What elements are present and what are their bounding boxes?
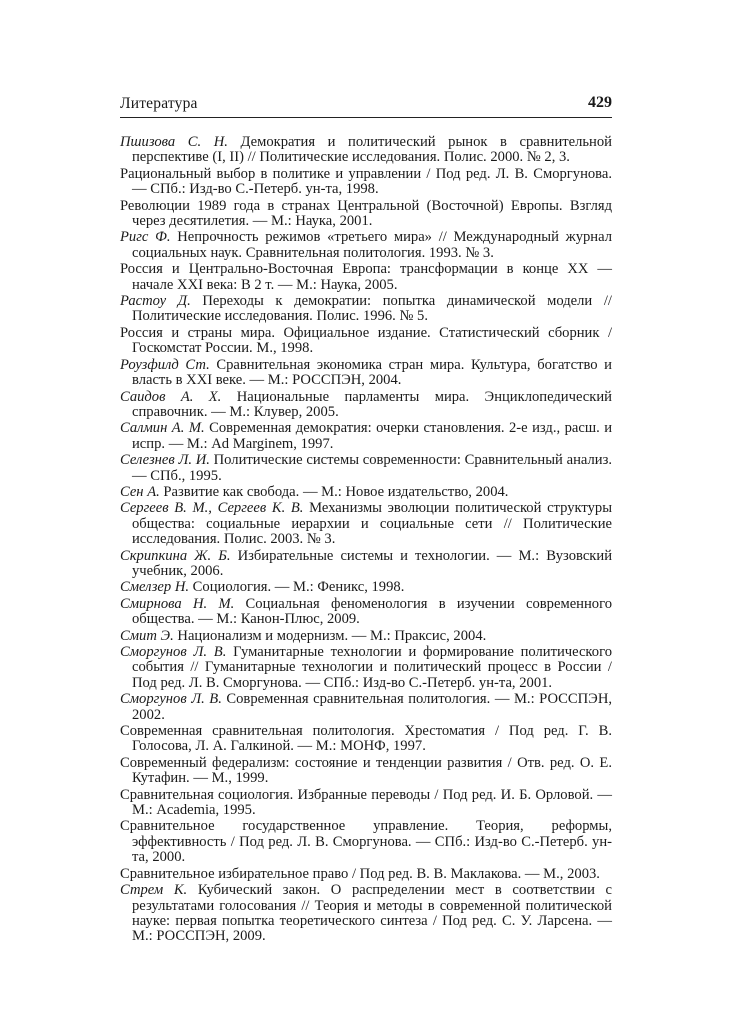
bibliography-entry (120, 819, 612, 865)
bibliography-entry (120, 597, 612, 628)
bibliography-entry (120, 629, 612, 644)
bibliography-entry (120, 867, 612, 882)
entry-text: Современная демократия: очерки становления. 2-е изд., расш. и испр. — М.: Ad Marginem, 1997. (132, 420, 613, 452)
bibliography-entry (120, 421, 612, 452)
bibliography-entry (120, 788, 612, 819)
entry-author: Сморгунов Л. В. (120, 691, 222, 708)
entry-text: Сравнительное государственное управление. Теория, реформы, эффективность / Под ред. Л. В. Сморгунова. — СПб.: Изд-во С.-Петерб. ун-та, 2000. (120, 818, 612, 866)
bibliography-entry (120, 756, 612, 787)
entry-text: Непрочность режимов «третьего мира» // Международный журнал социальных наук. Сравнительная политология. 1993. № 3. (132, 229, 612, 261)
entry-author: Сен А. (120, 483, 160, 500)
entry-text: Демократия и политический рынок в сравнительной перспективе (I, II) // Политические исследования. Полис. 2000. № 2, 3. (132, 134, 612, 166)
entry-text: Избирательные системы и технологии. — М.: Вузовский учебник, 2006. (132, 547, 613, 579)
bibliography-entry (120, 692, 612, 723)
entry-text: Революции 1989 года в странах Центральной (Восточной) Европы. Взгляд через десятилетия. — М.: Наука, 2001. (120, 197, 612, 230)
bibliography-entry (120, 167, 612, 198)
section-title: Литература (120, 95, 198, 112)
entry-author: Скрипкина Ж. Б. (120, 547, 231, 564)
page-number: 429 (588, 94, 612, 111)
bibliography-entry (120, 262, 612, 293)
bibliography-entry (120, 390, 612, 421)
bibliography-entry (120, 501, 612, 547)
entry-text: Современный федерализм: состояние и тенденции развития / Отв. ред. О. Е. Кутафин. — М., 1999. (120, 754, 612, 787)
entry-author: Стрем К. (120, 882, 188, 899)
entry-text: Сравнительная социология. Избранные переводы / Под ред. И. Б. Орловой. — М.: Academia, 1995. (120, 786, 612, 819)
bibliography-entry (120, 326, 612, 357)
entry-text: Современная сравнительная политология. — М.: РОССПЭН, 2002. (132, 691, 613, 723)
entry-text: Механизмы эволюции политической структуры общества: социальные иерархии и социальные сети // Политические исследования. Полис. 2003. № 3. (132, 500, 612, 548)
entry-text: Социальная феноменология в изучении современного общества. — М.: Канон-Плюс, 2009. (132, 595, 613, 628)
entry-author: Смит Э. (120, 627, 174, 644)
bibliography-entry (120, 883, 612, 945)
bibliography-entry (120, 358, 612, 389)
running-header (120, 93, 612, 118)
bibliography-entry (120, 724, 612, 755)
bibliography-list (120, 135, 612, 946)
entry-text: Сравнительная экономика стран мира. Культура, богатство и власть в XXI веке. — М.: РОССПЭН, 2004. (132, 356, 612, 389)
bibliography-entry (120, 549, 612, 580)
entry-author: Саидов А. Х. (120, 388, 222, 405)
entry-author: Ригс Ф. (120, 229, 171, 246)
entry-author: Пшизова С. Н. (120, 134, 228, 150)
entry-author: Селезнев Л. И. (120, 452, 210, 469)
entry-text: Рациональный выбор в политике и управлении / Под ред. Л. В. Сморгунова. — СПб.: Изд-во С.-Петерб. ун-та, 1998. (120, 165, 612, 198)
bibliography-entry (120, 645, 612, 691)
bibliography-entry (120, 199, 612, 230)
bibliography-entry (120, 580, 612, 595)
bibliography-entry (120, 230, 612, 261)
entry-author: Сергеев В. М., Сергеев К. В. (120, 500, 304, 517)
entry-text: Россия и страны мира. Официальное издание. Статистический сборник / Госкомстат России. М., 1998. (120, 324, 612, 357)
entry-text: Переходы к демократии: попытка динамической модели // Политические исследования. Полис. 1996. № 5. (132, 293, 612, 325)
entry-author: Салмин А. М. (120, 420, 205, 437)
bibliography-entry (120, 135, 612, 166)
entry-text: Сравнительное избирательное право / Под ред. В. В. Маклакова. — М., 2003. (120, 865, 600, 882)
entry-text: Современная сравнительная политология. Хрестоматия / Под ред. Г. В. Голосова, Л. А. Галкиной. — М.: МОНФ, 1997. (120, 723, 612, 755)
entry-author: Сморгунов Л. В. (120, 644, 227, 660)
bibliography-entry (120, 485, 612, 500)
entry-author: Роузфилд Ст. (120, 356, 210, 373)
entry-text: Социология. — М.: Феникс, 1998. (189, 579, 405, 596)
entry-author: Смирнова Н. М. (120, 595, 235, 612)
bibliography-entry (120, 453, 612, 484)
entry-author: Растоу Д. (120, 293, 191, 310)
entry-author: Смелзер Н. (120, 579, 190, 596)
entry-text: Национализм и модернизм. — М.: Праксис, 2004. (173, 627, 487, 644)
entry-text: Политические системы современности: Сравнительный анализ. — СПб., 1995. (132, 452, 612, 484)
entry-text: Гуманитарные технологии и формирование политического события // Гуманитарные технологии и политический процесс в России / Под ред. Л. В. Сморгунова. — СПб.: Изд-во С.-Петерб. ун-та, 2001. (132, 644, 612, 691)
entry-text: Развитие как свобода. — М.: Новое издательство, 2004. (159, 483, 509, 500)
bibliography-entry (120, 294, 612, 325)
entry-text: Кубический закон. О распределении мест в соответствии с результатами голосования // Теория и методы в современной политической науке: первая попытка теоретического синтеза / Под ред. С. У. Ларсена. — М.: РОССПЭН, 2009. (132, 882, 612, 945)
entry-text: Россия и Центрально-Восточная Европа: трансформации в конце XX — начале XXI века: В 2 т. — М.: Наука, 2005. (120, 261, 612, 293)
entry-text: Национальные парламенты мира. Энциклопедический справочник. — М.: Клувер, 2005. (132, 388, 612, 420)
